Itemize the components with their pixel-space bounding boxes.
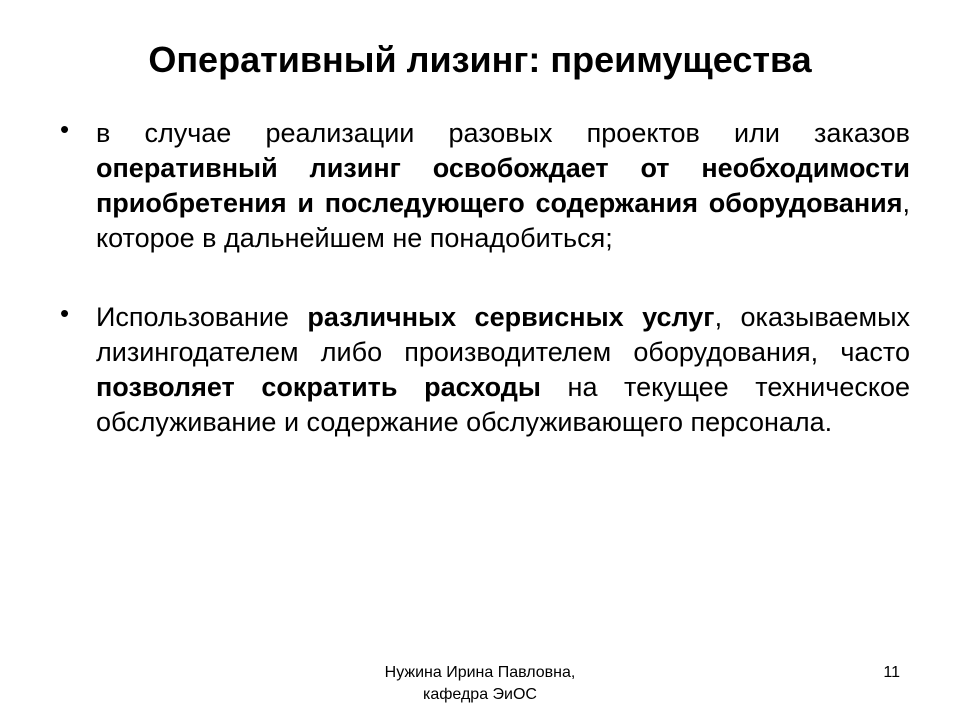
slide-title: Оперативный лизинг: преимущества	[148, 39, 812, 80]
bullet-list	[60, 116, 910, 484]
bullet-item	[60, 116, 910, 256]
bullet-text	[96, 300, 910, 440]
bullet-dot-icon: •	[60, 298, 70, 328]
author-name: Нужина Ирина Павловна,	[384, 664, 576, 681]
bullet-text-segment: Использование	[96, 302, 308, 332]
bullet-text-bold-segment: различных сервисных услуг	[307, 302, 715, 332]
bullet-text-segment: на текущее техническое обслуживание и содержание обслуживающего персонала.	[96, 372, 910, 437]
bullet-text-bold-segment: оперативный лизинг освобождает от необходимости приобретения и последующего содержания оборудования	[96, 153, 910, 218]
bullet-dot-icon: •	[60, 114, 70, 144]
bullet-text-segment: , оказываемых лизингодателем либо производителем оборудования, часто	[96, 302, 910, 367]
bullet-text-segment: , которое в дальнейшем не понадобиться;	[96, 188, 910, 253]
footer-author	[330, 662, 630, 706]
bullet-text-segment: в случае реализации разовых проектов или заказов	[96, 118, 910, 148]
bullet-item	[60, 300, 910, 440]
bullet-text-bold-segment: позволяет сократить расходы	[96, 372, 541, 402]
bullet-text	[96, 116, 910, 256]
author-department: кафедра ЭиОС	[423, 686, 537, 703]
page-number: 11	[883, 664, 900, 681]
